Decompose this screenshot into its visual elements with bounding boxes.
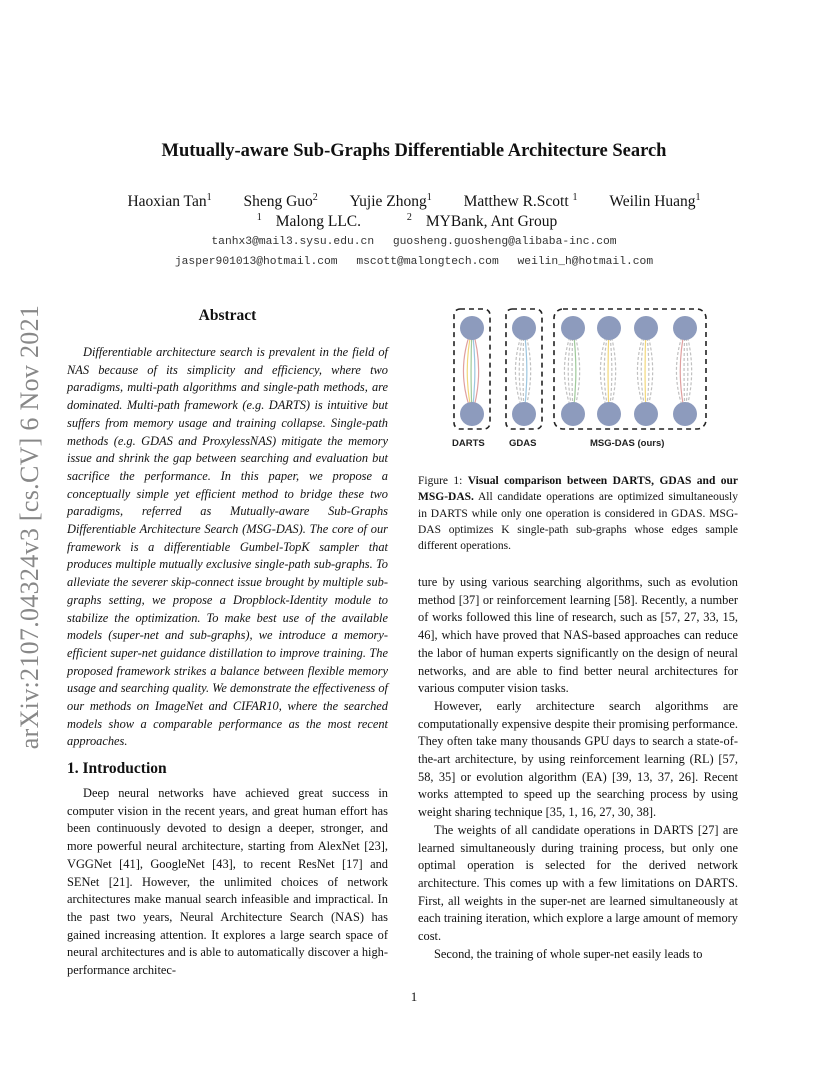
emails-line-1 [0,236,828,248]
affiliation: $^2$ MYBank, Ant Group [406,211,558,230]
figure-node [512,316,536,340]
figure-caption: Figure 1: Visual comparison between DARTS, GDAS and our MSG-DAS. All candidate operations are optimized simultaneously in DARTS while only one operation is considered in GDAS. MSG-DAS optimizes K single-path sub-graphs whose edges sample different operations. [418,475,738,553]
paragraph: ture by using various searching algorithms, such as evolution method [37] or reinforcement learning [58]. Recently, a number of works followed this line of research, such as [57, 27, 33, 15, 46], which have proved that NAS-based approaches can reduce the labor of human experts significantly on the design of neural networks, and are able to find better neural architectures for various computer vision tasks. [418,575,738,696]
arxiv-stamp [0,292,60,762]
figure-edge [524,328,527,414]
figure-edge [564,328,573,414]
figure-node [512,402,536,426]
author: Sheng Guo$^2$ [243,191,318,210]
figure-node [634,316,658,340]
author-list [0,193,828,211]
figure-edge [471,328,472,414]
figure-label-msgdas: MSG-DAS (ours) [590,438,665,449]
figure-node [460,402,484,426]
figure-edge [645,328,646,414]
paragraph: The weights of all candidate operations in DARTS [27] are learned simultaneously during training process, but only one optimal operation is selected for the derived network architecture. This comes up with a few limitations on DARTS. First, all weights in the super-net are learned simultaneously at each training iteration, which explore a large amount of memory cost. [418,822,738,944]
intro-heading: 1. Introduction [67,760,167,777]
intro-text: Deep neural networks have achieved great success in computer vision in the recent years, and great human effort has been continuously devoted to design a deeper, stronger, and more powerful neural architecture, starting from AlexNet [23], VGGNet [41], GoogleNet [43], to recent ResNet [17] and SENet [21]. However, the unlimited choices of network architectures make manual search infeasible and impractical. In the past two years, Neural Architecture Search (NAS) has gained increasing attention. It explores a large search space of neural architectures and is able to automatically discover a high-performance architec- [67,786,388,978]
paragraph: However, early architecture search algorithms are computationally expensive despite their promising performance. They often take many thousands GPU days to search a state-of-the-art architecture, by using reinforcement learning (RL) [57, 58, 35] or evolution algorithm (EA) [39, 13, 37, 26]. Recent works attempted to speed up the searching process by using weight sharing technique [35, 1, 16, 27, 30, 38]. [418,698,738,820]
email: mscott@malongtech.com [356,256,499,268]
figure-node [597,316,621,340]
figure-edge [608,328,609,414]
figure-1 [440,306,720,456]
emails-line-2 [0,256,828,268]
abstract-heading: Abstract [198,307,257,324]
figure-edge [685,328,688,414]
figure-node [597,402,621,426]
email: tanhx3@mail3.sysu.edu.cn [211,236,375,248]
affiliation: $^1$ Malong LLC. [256,211,362,230]
figure-node [460,316,484,340]
figure-node [673,316,697,340]
figure-edge [523,328,524,414]
figure-diagram [440,306,720,456]
author: Matthew R.Scott $^1$ [463,191,578,210]
author: Yujie Zhong$^1$ [349,191,432,210]
page-number: 1 [410,989,418,1004]
figure-node [561,316,585,340]
author: Haoxian Tan$^1$ [127,191,212,210]
figure-label-darts: DARTS [452,438,485,449]
abstract-text: Differentiable architecture search is prevalent in the field of NAS because of its simplicity and efficiency, where two paradigms, multi-path algorithms and single-path methods, are dominated. Multi-path framework (e.g. DARTS) is intuitive but suffers from memory usage and training collapse. Single-path methods (e.g. GDAS and ProxylessNAS) mitigate the memory issue and shrink the gap between searching and evaluation but sacrifice the performance. In this paper, we propose a conceptually simple yet efficient method to bridge these two paradigms, referred as Mutually-aware Sub-Graphs Differentiable Architecture Search (MSG-DAS). The core of our framework is a differentiable Gumbel-TopK sampler that produces multiple mutually exclusive single-path sub-graphs. To alleviate the severer skip-connect issue brought by multiple sub-graphs setting, we propose a Dropblock-Identity module to stabilize the optimization. To make best use of the available models (super-net and sub-graphs), we introduce a memory-efficient super-net guidance distillation to improve training. The proposed framework strikes a balance between flexible memory usage and searching quality. We demonstrate the effectiveness of our methods on ImageNet and CIFAR10, where the searched models show a comparable performance as the most recent approaches. [67,345,388,749]
figure-node [561,402,585,426]
author: Weilin Huang$^1$ [609,191,701,210]
email: guosheng.guosheng@alibaba-inc.com [392,236,617,248]
figure-node [673,402,697,426]
figure-edge [515,328,524,414]
figure-edge [573,328,576,414]
email: jasper901013@hotmail.com [174,256,338,268]
email: weilin_h@hotmail.com [517,256,654,268]
right-column-text [418,574,738,963]
figure-label-gdas: GDAS [509,438,537,449]
figure-edge [609,328,612,414]
paper-title: Mutually-aware Sub-Graphs Differentiable Architecture Search [161,141,667,161]
paragraph: Second, the training of whole super-net easily leads to [434,946,703,961]
figure-edge [646,328,649,414]
arxiv-id: arXiv:2107.04324v3 [cs.CV] 6 Nov 2021 [15,304,44,750]
figure-node [634,402,658,426]
figure-edge [572,328,573,414]
figure-edge [684,328,685,414]
affiliations [0,213,828,231]
figure-edge [472,328,475,414]
